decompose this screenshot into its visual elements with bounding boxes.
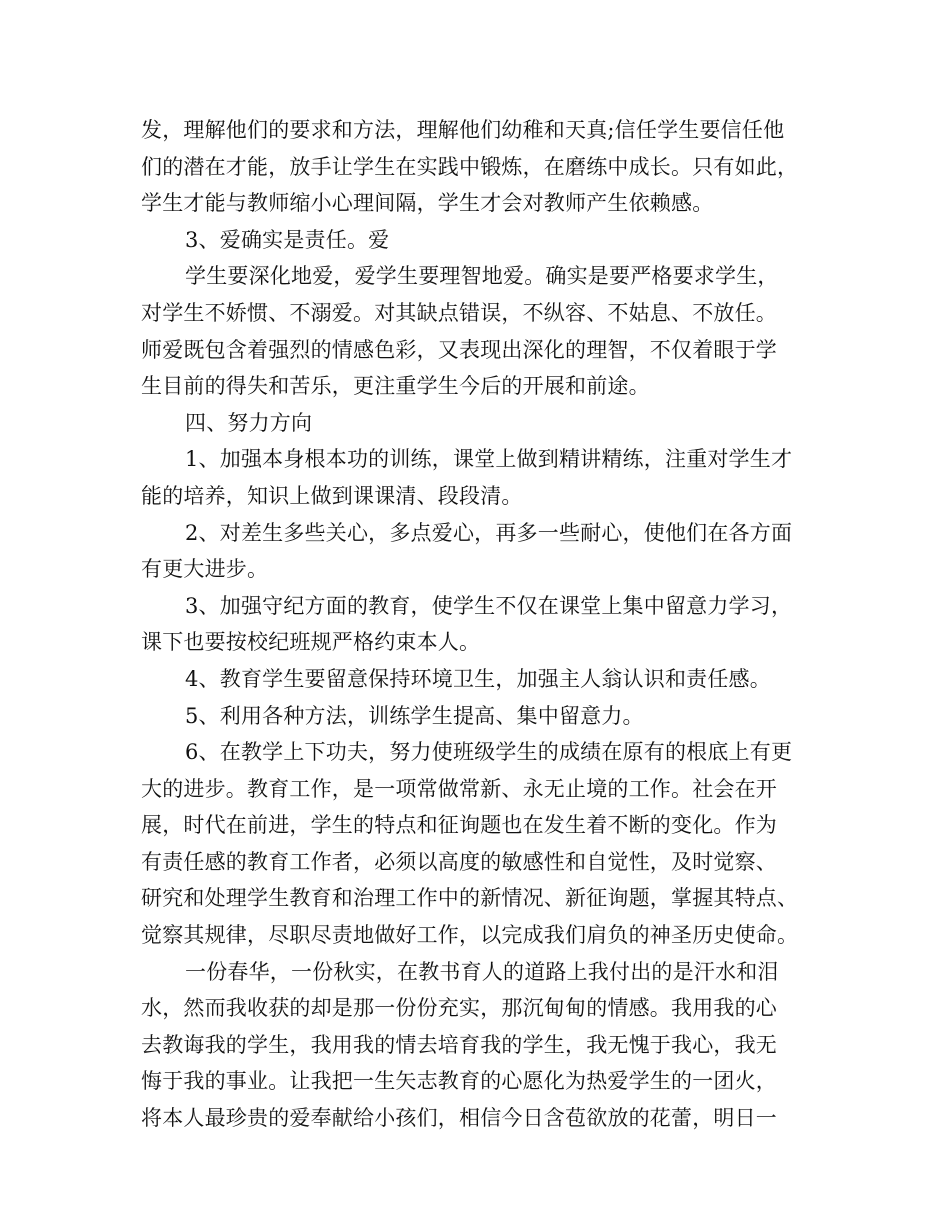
text-line: 有更大进步。 bbox=[141, 557, 269, 582]
text-line: 课下也要按校纪班规严格约束本人。 bbox=[141, 630, 481, 655]
text-line: 有责任感的教育工作者，必须以高度的敏感性和自觉性，及时觉察、 bbox=[141, 849, 777, 874]
body-text bbox=[141, 112, 821, 1137]
text-line: 水，然而我收获的却是那一份份充实，那沉甸甸的情感。我用我的心 bbox=[141, 996, 777, 1021]
text-line: 发，理解他们的要求和方法，理解他们幼稚和天真;信任学生要信任他 bbox=[141, 118, 785, 142]
text-line: 能的培养，知识上做到课课清、段段清。 bbox=[141, 483, 523, 508]
text-line: 研究和处理学生教育和治理工作中的新情况、新征询题，掌握其特点、 bbox=[141, 886, 799, 911]
list-item: 6、在教学上下功夫，努力使班级学生的成绩在原有的根底上有更 bbox=[185, 740, 793, 765]
text-line: 一份春华，一份秋实，在教书育人的道路上我付出的是汗水和泪 bbox=[185, 959, 779, 984]
text-line: 觉察其规律，尽职尽责地做好工作，以完成我们肩负的神圣历史使命。 bbox=[141, 923, 799, 948]
text-line: 悔于我的事业。让我把一生矢志教育的心愿化为热爱学生的一团火， bbox=[141, 1069, 777, 1094]
section-heading: 3、爱确实是责任。爱 bbox=[185, 227, 390, 252]
text-line: 对学生不娇惯、不溺爱。对其缺点错误，不纵容、不姑息、不放任。 bbox=[141, 300, 777, 325]
list-item: 5、利用各种方法，训练学生提高、集中留意力。 bbox=[185, 703, 644, 728]
text-line: 将本人最珍贵的爱奉献给小孩们，相信今日含苞欲放的花蕾，明日一 bbox=[141, 1106, 777, 1131]
list-item: 4、教育学生要留意保持环境卫生，加强主人翁认识和责任感。 bbox=[185, 666, 771, 691]
text-line: 学生才能与教师缩小心理间隔，学生才会对教师产生依赖感。 bbox=[141, 191, 714, 216]
list-item: 3、加强守纪方面的教育，使学生不仅在课堂上集中留意力学习， bbox=[185, 593, 793, 618]
text-line: 去教诲我的学生，我用我的情去培育我的学生，我无愧于我心，我无 bbox=[141, 1032, 777, 1057]
text-line: 展，时代在前进，学生的特点和征询题也在发生着不断的变化。作为 bbox=[141, 813, 777, 838]
text-line: 学生要深化地爱，爱学生要理智地爱。确实是要严格要求学生， bbox=[185, 264, 779, 289]
list-item: 1、加强本身根本功的训练，课堂上做到精讲精练，注重对学生才 bbox=[185, 447, 793, 472]
text-line: 们的潜在才能，放手让学生在实践中锻炼，在磨练中成长。只有如此， bbox=[141, 154, 799, 179]
text-line: 生目前的得失和苦乐，更注重学生今后的开展和前途。 bbox=[141, 374, 650, 399]
text-line: 师爱既包含着强烈的情感色彩，又表现出深化的理智，不仅着眼于学 bbox=[141, 337, 777, 362]
section-heading: 四、努力方向 bbox=[185, 410, 313, 435]
text-line: 大的进步。教育工作，是一项常做常新、永无止境的工作。社会在开 bbox=[141, 776, 777, 801]
list-item: 2、对差生多些关心，多点爱心，再多一些耐心，使他们在各方面 bbox=[185, 520, 793, 545]
